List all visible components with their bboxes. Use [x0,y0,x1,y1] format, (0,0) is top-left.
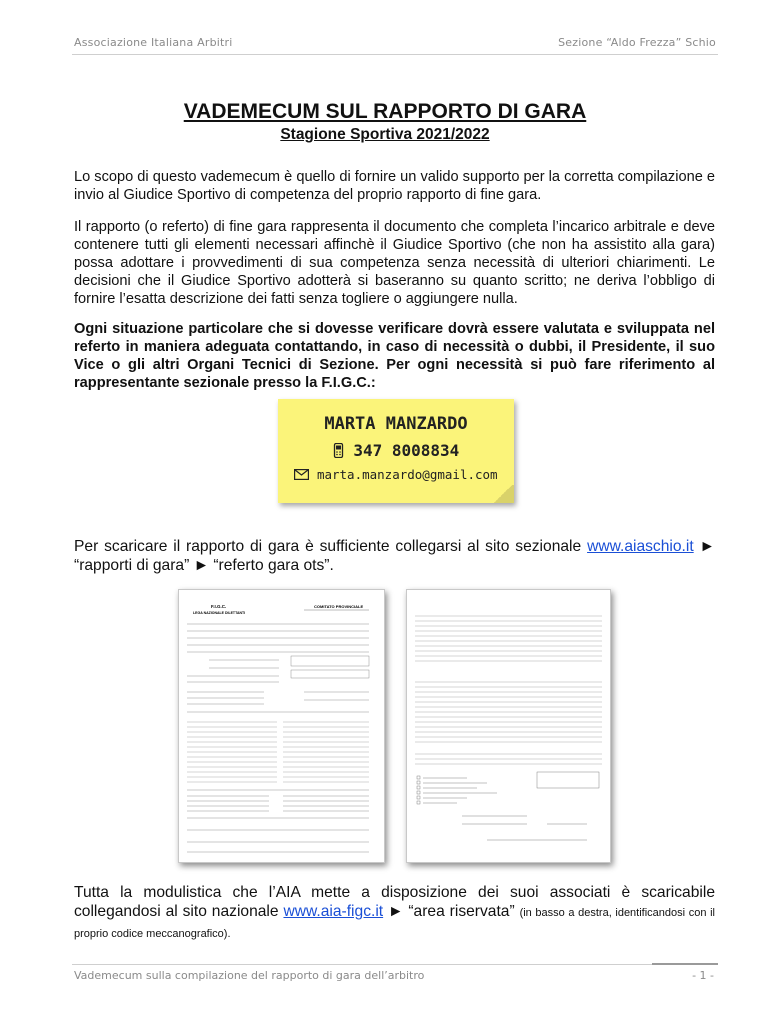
contact-sticky-note [278,399,514,503]
note-corner-curl [492,485,514,503]
footer-page-accent [652,963,718,965]
contact-phone: 347 8008834 [353,441,460,460]
contact-email-line [278,467,514,482]
page-number: - 1 - [692,969,714,982]
report-description-paragraph: Il rapporto (o referto) di fine gara rappresenta il documento che completa l’incarico arbitrale e deve contenere tutti gli elementi necessari affinchè il Giudice Sportivo (che non ha assistito alla gara) possa adottare i provvedimenti di sua competenza senza necessità di ulteriori chiarimenti. Le decisioni che il Giudice Sportivo adotterà si baseranno su quanto scritto; ne deriva l’obbligo di fornire l’esatta descrizione dei fatti senza togliere o aggiungere nulla. [74,219,715,307]
modulistica-paragraph [74,883,715,944]
form-heading-lnd: LEGA NAZIONALE DILETTANTI [193,611,246,615]
download-paragraph [74,537,715,575]
download-text: Per scaricare il rapporto di gara è sufficiente collegarsi al sito sezionale [74,538,582,555]
contact-instructions-paragraph: Ogni situazione particolare che si dovesse verificare dovrà essere valutata e sviluppata nel referto in maniera adeguata contattando, in caso di necessità o dubbi, il Presidente, il suo Vice o gli altri Organi Tecnici di Sezione. Per ogni necessità si può fare riferimento al rappresentante sezionale presso la F.I.G.C.: [74,321,715,391]
header-section: Sezione “Aldo Frezza” Schio [558,36,716,49]
document-title: VADEMECUM SUL RAPPORTO DI GARA [183,100,587,123]
document-subtitle: Stagione Sportiva 2021/2022 [280,126,490,143]
footer-divider [72,964,718,965]
form-heading-figc: F.I.G.C. [211,604,227,609]
contact-name: MARTA MANZARDO [324,414,468,434]
form-heading-comitato: COMITATO PROVINCIALE [314,604,364,609]
phone-icon [333,441,354,460]
header-divider [72,54,718,55]
national-site-link[interactable]: www.aia-figc.it [283,903,384,920]
login-note: (in basso a destra, identificandosi con il proprio codice meccanografico). [74,907,715,940]
header-association: Associazione Italiana Arbitri [74,36,233,49]
modulistica-text: Tutta la modulistica che l’AIA mette a disposizione dei suoi associati è scaricabile collegandosi al sito nazionale [74,884,715,920]
section-site-link[interactable]: www.aiaschio.it [587,538,694,555]
envelope-icon [294,467,317,482]
report-form-page1-image [178,589,385,863]
contact-phone-line [278,441,514,460]
reserved-area-text: ► “area riservata” [388,903,515,920]
intro-paragraph: Lo scopo di questo vademecum è quello di fornire un valido supporto per la corretta compilazione e invio al Giudice Sportivo di competenza del proprio rapporto di fine gara. [74,169,715,203]
download-path-text: ► “rapporti di gara” ► “referto gara ots”. [74,538,715,574]
report-form-page2-image [406,589,611,863]
footer-title: Vademecum sulla compilazione del rapporto di gara dell’arbitro [74,969,425,982]
contact-email[interactable]: marta.manzardo@gmail.com [316,467,498,482]
